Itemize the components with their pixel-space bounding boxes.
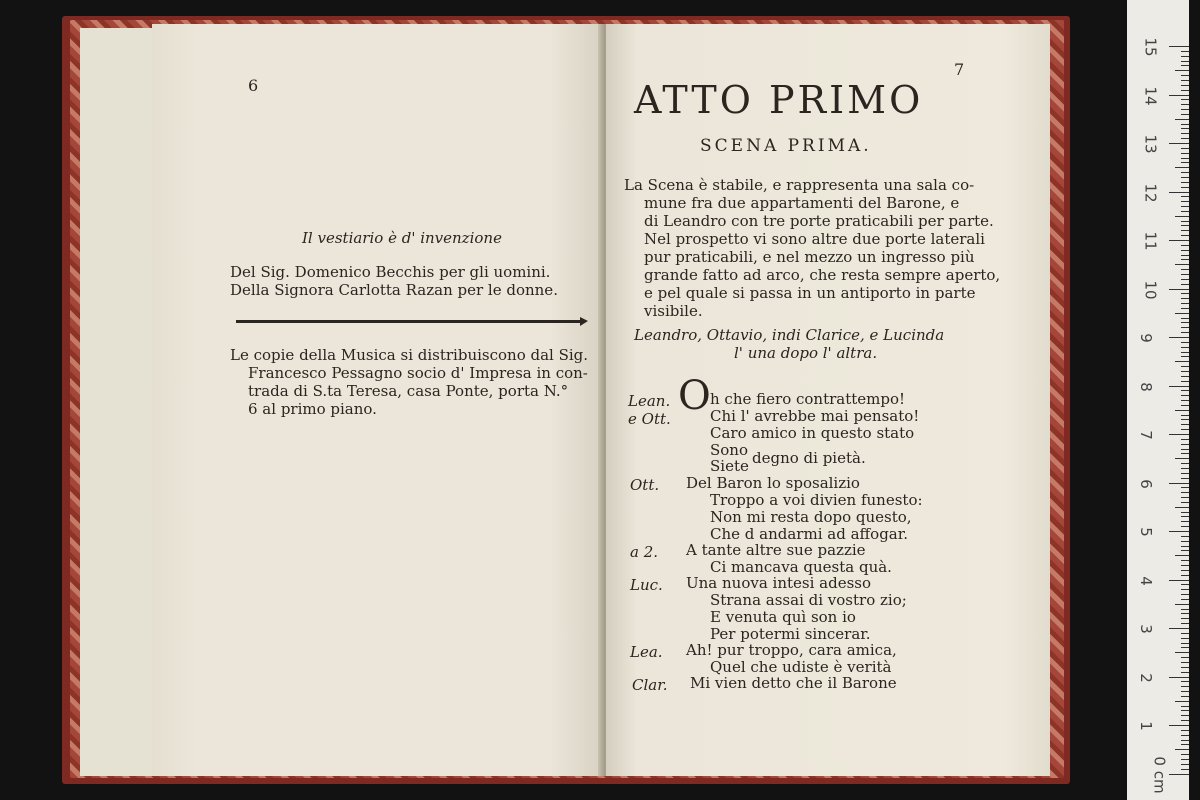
ruler-tick: [1181, 371, 1189, 372]
dialogue-line: Chi l' avrebbe mai pensato!: [710, 407, 920, 425]
ruler-tick: [1181, 643, 1189, 644]
ruler-label: 7: [1136, 430, 1155, 440]
ruler-tick: [1181, 546, 1189, 547]
ruler-tick: [1181, 439, 1189, 440]
ruler-tick: [1181, 221, 1189, 222]
ruler-tick: [1181, 769, 1189, 770]
ruler-tick: [1181, 740, 1189, 741]
music-line: trada di S.ta Teresa, casa Ponte, porta N.°: [248, 382, 569, 400]
ruler-tick: [1181, 424, 1189, 425]
ruler-tick: [1181, 376, 1189, 377]
ruler-tick: [1169, 483, 1189, 484]
dialogue-line: Mi vien detto che il Barone: [690, 674, 897, 692]
ruler-tick: [1169, 240, 1189, 241]
left-page: [152, 24, 604, 776]
ruler-tick: [1181, 550, 1189, 551]
ruler-tick: [1181, 429, 1189, 430]
ruler-tick: [1175, 216, 1189, 217]
ruler-tick: [1181, 633, 1189, 634]
speaker-label: Luc.: [630, 576, 663, 594]
ruler-tick: [1169, 531, 1189, 532]
ruler-tick: [1175, 604, 1189, 605]
ruler-tick: [1181, 536, 1189, 537]
ruler-tick: [1175, 119, 1189, 120]
page-number: 7: [954, 60, 965, 79]
ruler-tick: [1181, 104, 1189, 105]
ruler-label: 10: [1141, 279, 1160, 300]
dialogue-line: Ah! pur troppo, cara amica,: [686, 641, 897, 659]
ruler-tick: [1181, 342, 1189, 343]
ruler-tick: [1181, 279, 1189, 280]
ruler-tick: [1181, 647, 1189, 648]
dialogue-line: Strana assai di vostro zio;: [710, 591, 907, 609]
flyleaf: [80, 28, 160, 776]
divider-rule: [236, 320, 584, 323]
setting-line: grande fatto ad arco, che resta sempre aperto,: [644, 266, 1001, 284]
ruler-tick: [1181, 182, 1189, 183]
ruler-tick: [1181, 148, 1189, 149]
act-title: ATTO PRIMO: [634, 78, 924, 122]
ruler-tick: [1181, 322, 1189, 323]
speaker-label: Lean.: [628, 392, 671, 410]
ruler-tick: [1181, 356, 1189, 357]
ruler-tick: [1181, 400, 1189, 401]
dialogue-line: degno di pietà.: [752, 449, 866, 467]
ruler-tick: [1181, 541, 1189, 542]
ruler-tick: [1181, 623, 1189, 624]
ruler-tick: [1181, 332, 1189, 333]
ruler-tick: [1181, 235, 1189, 236]
page-number: 6: [248, 76, 259, 95]
ruler-tick: [1181, 686, 1189, 687]
costume-line: Del Sig. Domenico Becchis per gli uomini.: [230, 263, 551, 281]
ruler-label: 9: [1136, 333, 1155, 343]
ruler-tick: [1169, 143, 1189, 144]
ruler-tick: [1181, 303, 1189, 304]
ruler-tick: [1181, 487, 1189, 488]
ruler-tick: [1181, 502, 1189, 503]
ruler-tick: [1169, 580, 1189, 581]
ruler-tick: [1181, 444, 1189, 445]
ruler-label: 0 cm: [1150, 755, 1169, 794]
ruler-tick: [1181, 250, 1189, 251]
ruler-tick: [1181, 201, 1189, 202]
ruler-tick: [1181, 497, 1189, 498]
ruler-tick: [1181, 114, 1189, 115]
speaker-label: e Ott.: [628, 410, 671, 428]
ruler-tick: [1181, 672, 1189, 673]
ruler-tick: [1181, 759, 1189, 760]
ruler-tick: [1175, 652, 1189, 653]
ruler-tick: [1181, 172, 1189, 173]
ruler-tick: [1181, 162, 1189, 163]
ruler-tick: [1181, 99, 1189, 100]
ruler-tick: [1169, 289, 1189, 290]
ruler-tick: [1181, 565, 1189, 566]
setting-line: mune fra due appartamenti del Barone, e: [644, 194, 960, 212]
dialogue-line: Per potermi sincerar.: [710, 625, 871, 643]
drop-cap: O: [678, 373, 711, 419]
ruler-tick: [1181, 284, 1189, 285]
ruler-label: 5: [1136, 527, 1155, 537]
ruler-tick: [1181, 453, 1189, 454]
setting-line: La Scena è stabile, e rappresenta una sala co-: [624, 176, 975, 194]
ruler-tick: [1181, 473, 1189, 474]
ruler-tick: [1181, 449, 1189, 450]
dialogue-line: Che d andarmi ad affogar.: [710, 525, 909, 543]
ruler-label: 14: [1141, 85, 1160, 106]
ruler-tick: [1181, 51, 1189, 52]
ruler-label: 8: [1136, 381, 1155, 392]
ruler-tick: [1181, 710, 1189, 711]
dialogue-line: Una nuova intesi adesso: [686, 574, 872, 592]
ruler-tick: [1181, 245, 1189, 246]
ruler-tick: [1181, 405, 1189, 406]
ruler-tick: [1181, 744, 1189, 745]
ruler-tick: [1181, 594, 1189, 595]
ruler-label: 4: [1136, 575, 1155, 586]
ruler-tick: [1181, 124, 1189, 125]
ruler-tick: [1169, 95, 1189, 96]
dialogue-line: E venuta quì son io: [710, 608, 856, 626]
ruler-tick: [1181, 196, 1189, 197]
ruler-tick: [1169, 337, 1189, 338]
costume-heading: Il vestiario è d' invenzione: [302, 229, 502, 247]
ruler-tick: [1181, 478, 1189, 479]
ruler-label: 12: [1141, 182, 1160, 203]
speaker-label: Clar.: [632, 676, 668, 694]
ruler-tick: [1175, 167, 1189, 168]
ruler-tick: [1181, 395, 1189, 396]
ruler-tick: [1181, 298, 1189, 299]
ruler-tick: [1175, 410, 1189, 411]
dialogue-line: Ci mancava questa quà.: [710, 558, 892, 576]
ruler-tick: [1181, 293, 1189, 294]
ruler-label: 11: [1141, 231, 1160, 251]
ruler-tick: [1169, 725, 1189, 726]
ruler-tick: [1181, 696, 1189, 697]
ruler-tick: [1181, 56, 1189, 57]
ruler-tick: [1175, 313, 1189, 314]
ruler-tick: [1181, 667, 1189, 668]
ruler-tick: [1181, 65, 1189, 66]
ruler-tick: [1181, 681, 1189, 682]
music-line: Le copie della Musica si distribuiscono dal Sig.: [230, 346, 589, 364]
ruler-tick: [1169, 774, 1189, 775]
ruler-tick: [1181, 138, 1189, 139]
ruler-tick: [1169, 434, 1189, 435]
ruler-tick: [1181, 80, 1189, 81]
ruler-tick: [1181, 133, 1189, 134]
ruler-tick: [1181, 764, 1189, 765]
ruler-tick: [1181, 390, 1189, 391]
ruler-label: 3: [1136, 624, 1155, 634]
ruler-tick: [1181, 61, 1189, 62]
ruler-tick: [1181, 347, 1189, 348]
ruler-tick: [1181, 720, 1189, 721]
setting-line: visibile.: [644, 302, 703, 320]
ruler-tick: [1181, 381, 1189, 382]
costume-line: Della Signora Carlotta Razan per le donne.: [230, 281, 558, 299]
ruler-tick: [1181, 560, 1189, 561]
ruler-tick: [1181, 521, 1189, 522]
ruler-tick: [1181, 415, 1189, 416]
characters-line: l' una dopo l' altra.: [734, 344, 878, 362]
ruler-label: 2: [1136, 672, 1155, 683]
ruler-tick: [1181, 85, 1189, 86]
setting-line: Nel prospetto vi sono altre due porte laterali: [644, 230, 985, 248]
ruler-tick: [1169, 677, 1189, 678]
ruler-tick: [1181, 584, 1189, 585]
ruler-tick: [1169, 628, 1189, 629]
ruler-tick: [1181, 754, 1189, 755]
ruler-tick: [1181, 735, 1189, 736]
dialogue-line: Quel che udiste è verità: [710, 658, 892, 676]
ruler-tick: [1181, 662, 1189, 663]
ruler-tick: [1181, 318, 1189, 319]
ruler-tick: [1181, 352, 1189, 353]
ruler-tick: [1181, 516, 1189, 517]
ruler-tick: [1181, 206, 1189, 207]
ruler-tick: [1181, 211, 1189, 212]
ruler-label: 13: [1141, 134, 1160, 154]
setting-line: di Leandro con tre porte praticabili per parte.: [644, 212, 994, 230]
measuring-ruler: [1127, 0, 1189, 800]
ruler-tick: [1175, 458, 1189, 459]
ruler-tick: [1181, 599, 1189, 600]
speaker-label: Lea.: [630, 643, 663, 661]
dialogue-line: Sono: [710, 441, 748, 459]
dialogue-line: Del Baron lo sposalizio: [686, 474, 860, 492]
ruler-tick: [1181, 492, 1189, 493]
ruler-label: 15: [1141, 37, 1160, 57]
ruler-tick: [1181, 419, 1189, 420]
ruler-tick: [1181, 177, 1189, 178]
ruler-tick: [1181, 638, 1189, 639]
ruler-tick: [1181, 274, 1189, 275]
ruler-tick: [1181, 158, 1189, 159]
ruler-tick: [1181, 468, 1189, 469]
ruler-tick: [1181, 575, 1189, 576]
ruler-tick: [1181, 609, 1189, 610]
ruler-tick: [1181, 269, 1189, 270]
ruler-tick: [1169, 386, 1189, 387]
scene-heading: SCENA PRIMA.: [700, 136, 872, 156]
ruler-tick: [1175, 264, 1189, 265]
ruler-tick: [1181, 90, 1189, 91]
ruler-tick: [1181, 230, 1189, 231]
ruler-tick: [1181, 570, 1189, 571]
ruler-tick: [1175, 555, 1189, 556]
ruler-tick: [1181, 512, 1189, 513]
speaker-label: Ott.: [630, 476, 660, 494]
ruler-tick: [1181, 618, 1189, 619]
dialogue-line: Siete: [710, 457, 749, 475]
ruler-tick: [1181, 109, 1189, 110]
ruler-tick: [1175, 749, 1189, 750]
ruler-tick: [1175, 701, 1189, 702]
ruler-tick: [1181, 613, 1189, 614]
right-page: [606, 24, 1050, 776]
ruler-tick: [1181, 715, 1189, 716]
ruler-tick: [1181, 657, 1189, 658]
ruler-tick: [1181, 691, 1189, 692]
setting-line: pur praticabili, e nel mezzo un ingresso più: [644, 248, 975, 266]
characters-line: Leandro, Ottavio, indi Clarice, e Lucinda: [634, 326, 945, 344]
ruler-tick: [1181, 706, 1189, 707]
ruler-tick: [1181, 308, 1189, 309]
ruler-tick: [1181, 128, 1189, 129]
dialogue-line: Non mi resta dopo questo,: [710, 508, 912, 526]
ruler-tick: [1181, 255, 1189, 256]
ruler-tick: [1175, 70, 1189, 71]
ruler-tick: [1181, 327, 1189, 328]
dialogue-line: h che fiero contrattempo!: [710, 390, 906, 408]
dialogue-line: A tante altre sue pazzie: [686, 541, 866, 559]
dialogue-line: Troppo a voi divien funesto:: [710, 491, 923, 509]
setting-line: e pel quale si passa in un antiporto in parte: [644, 284, 976, 302]
music-line: Francesco Pessagno socio d' Impresa in con-: [248, 364, 588, 382]
ruler-tick: [1181, 153, 1189, 154]
ruler-tick: [1181, 366, 1189, 367]
ruler-tick: [1175, 361, 1189, 362]
dialogue-line: Caro amico in questo stato: [710, 424, 915, 442]
music-line: 6 al primo piano.: [248, 400, 377, 418]
ruler-tick: [1181, 187, 1189, 188]
ruler-tick: [1169, 192, 1189, 193]
ruler-tick: [1181, 589, 1189, 590]
ruler-label: 1: [1136, 721, 1155, 731]
ruler-tick: [1181, 225, 1189, 226]
ruler-tick: [1181, 75, 1189, 76]
speaker-label: a 2.: [630, 543, 659, 561]
ruler-tick: [1181, 730, 1189, 731]
ruler-tick: [1175, 507, 1189, 508]
ruler-tick: [1181, 259, 1189, 260]
ruler-label: 6: [1136, 478, 1155, 489]
ruler-tick: [1181, 526, 1189, 527]
ruler-tick: [1169, 46, 1189, 47]
ruler-tick: [1181, 463, 1189, 464]
